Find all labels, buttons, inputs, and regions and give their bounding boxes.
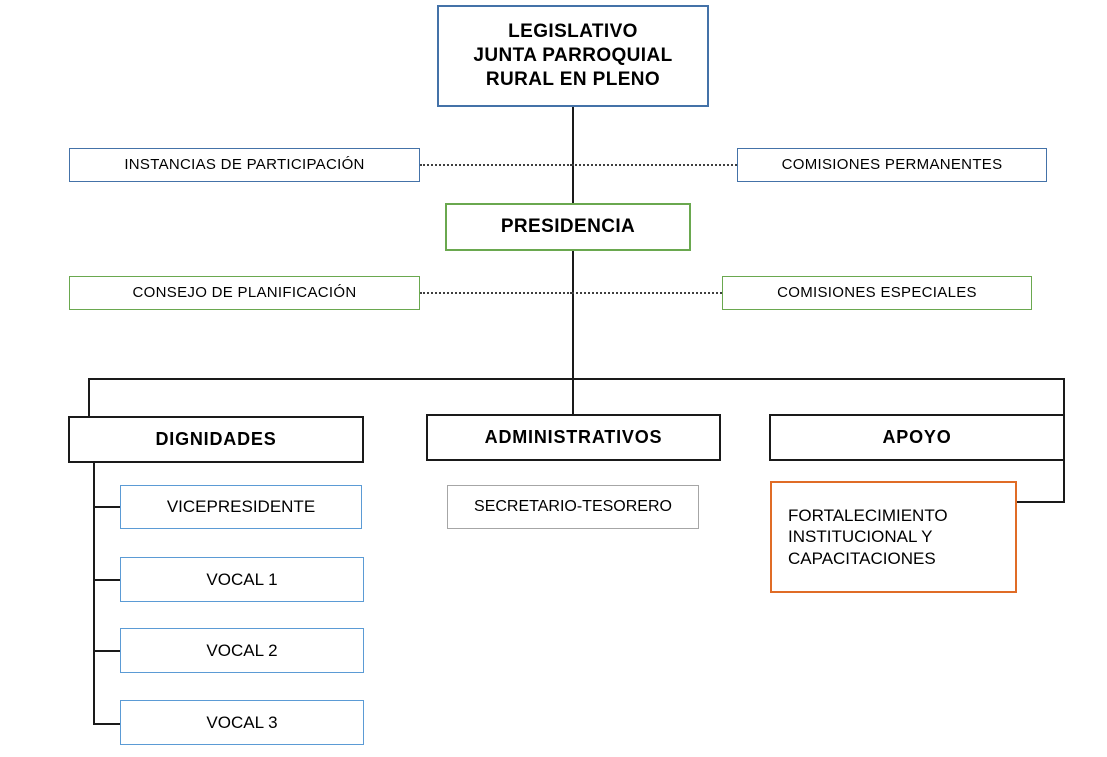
node-legislativo-text bbox=[473, 20, 672, 91]
node-administrativos[interactable] bbox=[426, 414, 721, 461]
node-comisiones-especiales[interactable] bbox=[722, 276, 1032, 310]
connector-legislativo-presidencia bbox=[572, 107, 574, 203]
connector-dignidades-to-vocal2 bbox=[93, 650, 121, 652]
connector-main-bus bbox=[88, 378, 974, 380]
node-fortalecimiento-institucional[interactable] bbox=[770, 481, 1017, 593]
node-secretario-tesorero-label: SECRETARIO-TESORERO bbox=[474, 498, 672, 515]
node-vicepresidente-label: VICEPRESIDENTE bbox=[166, 497, 316, 517]
node-dignidades[interactable] bbox=[68, 416, 364, 463]
node-vocal-2[interactable] bbox=[120, 628, 364, 673]
connector-dignidades-to-vicepresidente bbox=[93, 506, 121, 508]
connector-dignidades-to-vocal1 bbox=[93, 579, 121, 581]
connector-consejo-dotted bbox=[420, 292, 572, 294]
node-fortalecimiento-line2: INSTITUCIONAL Y bbox=[788, 527, 933, 547]
node-dignidades-label: DIGNIDADES bbox=[155, 429, 277, 450]
node-instancias-de-participacion[interactable] bbox=[69, 148, 420, 182]
node-vicepresidente[interactable] bbox=[120, 485, 362, 529]
connector-apoyo-right-stub bbox=[1015, 501, 1065, 503]
node-vocal-3[interactable] bbox=[120, 700, 364, 745]
connector-comisiones-permanentes-dotted bbox=[572, 164, 737, 166]
node-apoyo[interactable] bbox=[769, 414, 1065, 461]
node-legislativo-line2: JUNTA PARROQUIAL bbox=[473, 45, 673, 67]
node-comisiones-especiales-label: COMISIONES ESPECIALES bbox=[777, 283, 977, 301]
node-presidencia[interactable] bbox=[445, 203, 691, 251]
node-administrativos-label: ADMINISTRATIVOS bbox=[484, 427, 663, 448]
node-vocal-2-label: VOCAL 2 bbox=[206, 640, 278, 660]
node-consejo-de-planificacion[interactable] bbox=[69, 276, 420, 310]
node-legislativo-line1: LEGISLATIVO bbox=[508, 21, 638, 43]
connector-comisiones-especiales-dotted bbox=[572, 292, 722, 294]
node-fortalecimiento-line1: FORTALECIMIENTO bbox=[788, 506, 948, 526]
node-apoyo-label: APOYO bbox=[882, 427, 952, 448]
connector-bus-to-dignidades bbox=[88, 378, 90, 416]
node-vocal-1[interactable] bbox=[120, 557, 364, 602]
node-fortalecimiento-text bbox=[788, 505, 948, 569]
connector-dignidades-spine bbox=[93, 463, 95, 725]
connector-presidencia-down bbox=[572, 251, 574, 416]
connector-dignidades-to-vocal3 bbox=[93, 723, 121, 725]
node-legislativo[interactable] bbox=[437, 5, 709, 107]
node-vocal-1-label: VOCAL 1 bbox=[206, 569, 278, 589]
node-fortalecimiento-line3: CAPACITACIONES bbox=[788, 548, 936, 568]
node-comisiones-permanentes[interactable] bbox=[737, 148, 1047, 182]
node-comisiones-permanentes-label: COMISIONES PERMANENTES bbox=[781, 155, 1003, 173]
node-instancias-label: INSTANCIAS DE PARTICIPACIÓN bbox=[124, 155, 365, 173]
node-consejo-label: CONSEJO DE PLANIFICACIÓN bbox=[132, 283, 357, 301]
connector-instancias-dotted bbox=[420, 164, 572, 166]
connector-bus-right-segment bbox=[972, 378, 1065, 380]
node-legislativo-line3: RURAL EN PLENO bbox=[485, 68, 661, 90]
node-presidencia-label: PRESIDENCIA bbox=[500, 216, 636, 238]
node-vocal-3-label: VOCAL 3 bbox=[206, 712, 278, 732]
node-secretario-tesorero[interactable] bbox=[447, 485, 699, 529]
